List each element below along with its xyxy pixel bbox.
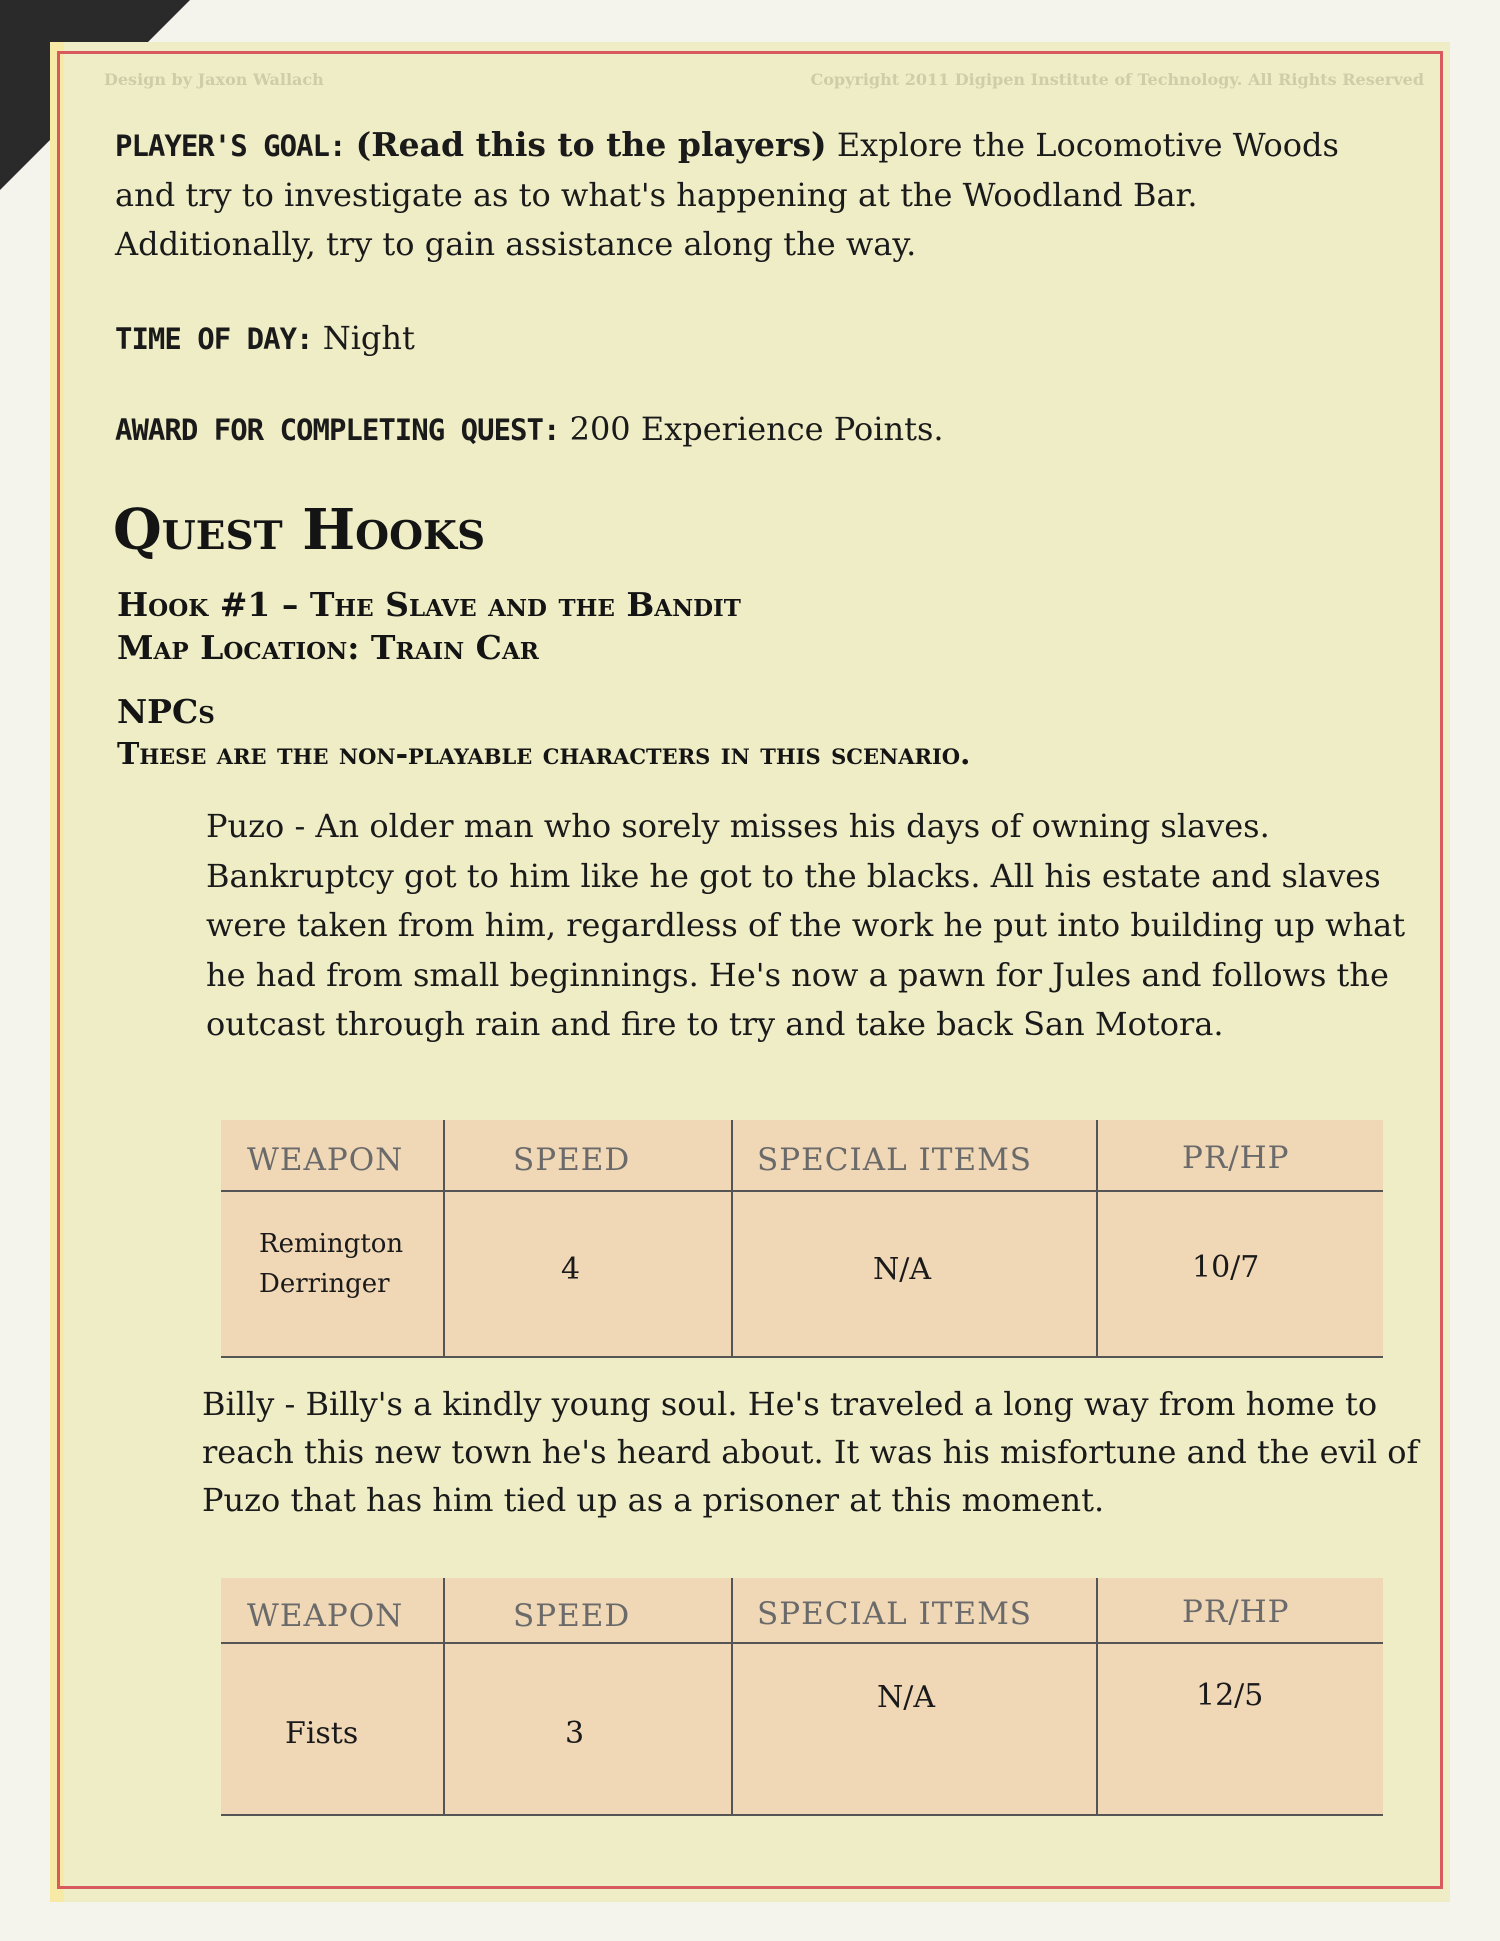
table-cell-prhp: 10/7 — [1192, 1250, 1260, 1285]
table-cell-prhp: 12/5 — [1196, 1678, 1264, 1713]
quest-award — [115, 405, 1375, 455]
npc-puzo-description: Puzo - An older man who sorely misses his days of owning slaves. Bankruptcy got to him like he got to the blacks. All his estate and slaves were taken from him, regardless of the work he put into building up what he had from small beginnings. He's now a pawn for Jules and follows the outcast through rain and fire to try and take back San Motora. — [206, 807, 1406, 1043]
goal-text: Explore the Locomotive Woods and try to investigate as to what's happening at the Woodland Bar. Additionally, try to gain assistance along the way. — [115, 126, 1339, 263]
map-location: Map Location: Train Car — [117, 628, 539, 667]
npcs-subtitle: These are the non-playable characters in this scenario. — [117, 737, 971, 772]
table-cell-speed: 4 — [561, 1252, 581, 1287]
copyright-notice: Copyright 2011 Digipen Institute of Technology. All Rights Reserved — [810, 70, 1424, 89]
table-header: SPEED — [513, 1142, 631, 1178]
award-label: AWARD FOR COMPLETING QUEST: — [115, 413, 560, 447]
table-header: PR/HP — [1182, 1140, 1290, 1176]
table-cell-weapon: Fists — [285, 1716, 359, 1751]
time-of-day — [115, 314, 1375, 364]
table-cell-speed: 3 — [565, 1716, 585, 1751]
section-title: Quest Hooks — [113, 497, 486, 563]
goal-label: PLAYER'S GOAL: — [115, 129, 346, 163]
time-of-day-label: TIME OF DAY: — [115, 322, 313, 356]
goal-instruction: (Read this to the players) — [355, 125, 827, 164]
weapon-table-puzo — [221, 1120, 1383, 1358]
table-header: WEAPON — [247, 1142, 404, 1178]
table-header: PR/HP — [1182, 1594, 1290, 1630]
npcs-heading: NPCs — [117, 692, 215, 731]
time-of-day-value: Night — [322, 319, 415, 357]
table-header: SPECIAL ITEMS — [757, 1596, 1033, 1632]
hook-title: Hook #1 – The Slave and the Bandit — [117, 585, 741, 624]
table-header: SPECIAL ITEMS — [757, 1142, 1033, 1178]
players-goal — [115, 120, 1375, 269]
table-header: WEAPON — [247, 1598, 404, 1634]
award-value: 200 Experience Points. — [569, 410, 944, 448]
designer-credit: Design by Jaxon Wallach — [104, 70, 324, 89]
table-cell-special: N/A — [877, 1680, 936, 1715]
npc-billy-description: Billy - Billy's a kindly young soul. He's traveled a long way from home to reach this new town he's heard about. It was his misfortune and the evil of Puzo that has him tied up as a prisoner at this moment. — [202, 1385, 1419, 1519]
table-header: SPEED — [513, 1598, 631, 1634]
table-cell-weapon: Remington Derringer — [259, 1229, 404, 1299]
table-cell-special: N/A — [873, 1252, 932, 1287]
weapon-table-billy — [221, 1578, 1383, 1816]
